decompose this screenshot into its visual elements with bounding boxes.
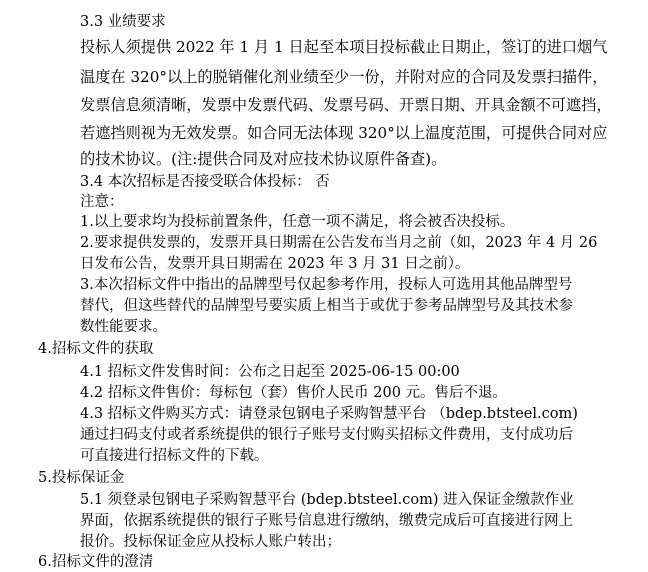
section-4-line-1: 4.1 招标文件发售时间：公布之日起至 2025-06-15 00:00	[80, 364, 460, 380]
section-3-3-line-4: 若遮挡则视为无效发票。如合同无法体现 320°以上温度范围，可提供合同对应	[80, 124, 608, 142]
note-line-6: 数性能要求。	[80, 319, 167, 335]
section-4-line-2: 4.2 招标文件售价：每标包（套）售价人民币 200 元。售后不退。	[80, 385, 508, 401]
section-5-heading: 5.投标保证金	[38, 470, 125, 486]
section-3-4-text: 3.4 本次招标是否接受联合体投标： 否	[80, 174, 330, 190]
section-4-line-3: 4.3 招标文件购买方式：请登录包钢电子采购智慧平台 （bdep.btsteel.com)	[80, 406, 578, 422]
section-3-3-heading: 3.3 业绩要求	[80, 14, 166, 30]
section-3-3-line-2: 温度在 320°以上的脱销催化剂业绩至少一份，并附对应的合同及发票扫描件，	[80, 68, 608, 86]
section-5-line-2: 界面，依据系统提供的银行子账号信息进行缴纳，缴费完成后可直接进行网上	[80, 513, 573, 529]
section-4-line-4: 通过扫码支付或者系统提供的银行子账号支付购买招标文件费用，支付成功后	[80, 427, 573, 443]
note-line-4: 3.本次招标文件中指出的品牌型号仅起参考作用，投标人可选用其他品牌型号	[80, 277, 573, 293]
section-5-line-1: 5.1 须登录包钢电子采购智慧平台 (bdep.btsteel.com) 进入保证金缴款作业	[80, 492, 574, 508]
notes-heading: 注意：	[80, 194, 124, 210]
section-3-3-line-3: 发票信息须清晰，发票中发票代码、发票号码、开票日期、开具金额不可遮挡，	[80, 96, 612, 114]
note-line-2: 2.要求提供发票的，发票开具日期需在公告发布当月之前（如，2023 年 4 月 26	[80, 235, 598, 251]
section-3-3-line-1: 投标人须提供 2022 年 1 月 1 日起至本项目投标截止日期止，签订的进口烟气	[80, 38, 608, 56]
section-4-heading: 4.招标文件的获取	[38, 341, 154, 357]
section-4-line-5: 可直接进行招标文件的下载。	[80, 448, 269, 464]
cut-off-line-text: 6.招标文件的澄清	[38, 554, 154, 570]
note-line-1: 1.以上要求均为投标前置条件，任意一项不满足，将会被否决投标。	[80, 214, 515, 230]
cut-off-line-container	[38, 552, 238, 570]
section-3-3-line-5: 的技术协议。(注:提供合同及对应技术协议原件备查)。	[80, 150, 447, 168]
note-line-3: 日发布公告，发票开具日期需在 2023 年 3 月 31 日之前）。	[80, 256, 470, 272]
note-line-5: 替代，但这些替代的品牌型号要实质上相当于或优于参考品牌型号及其技术参	[80, 298, 573, 314]
section-5-line-3: 报价。投标保证金应从投标人账户转出；	[80, 534, 341, 550]
